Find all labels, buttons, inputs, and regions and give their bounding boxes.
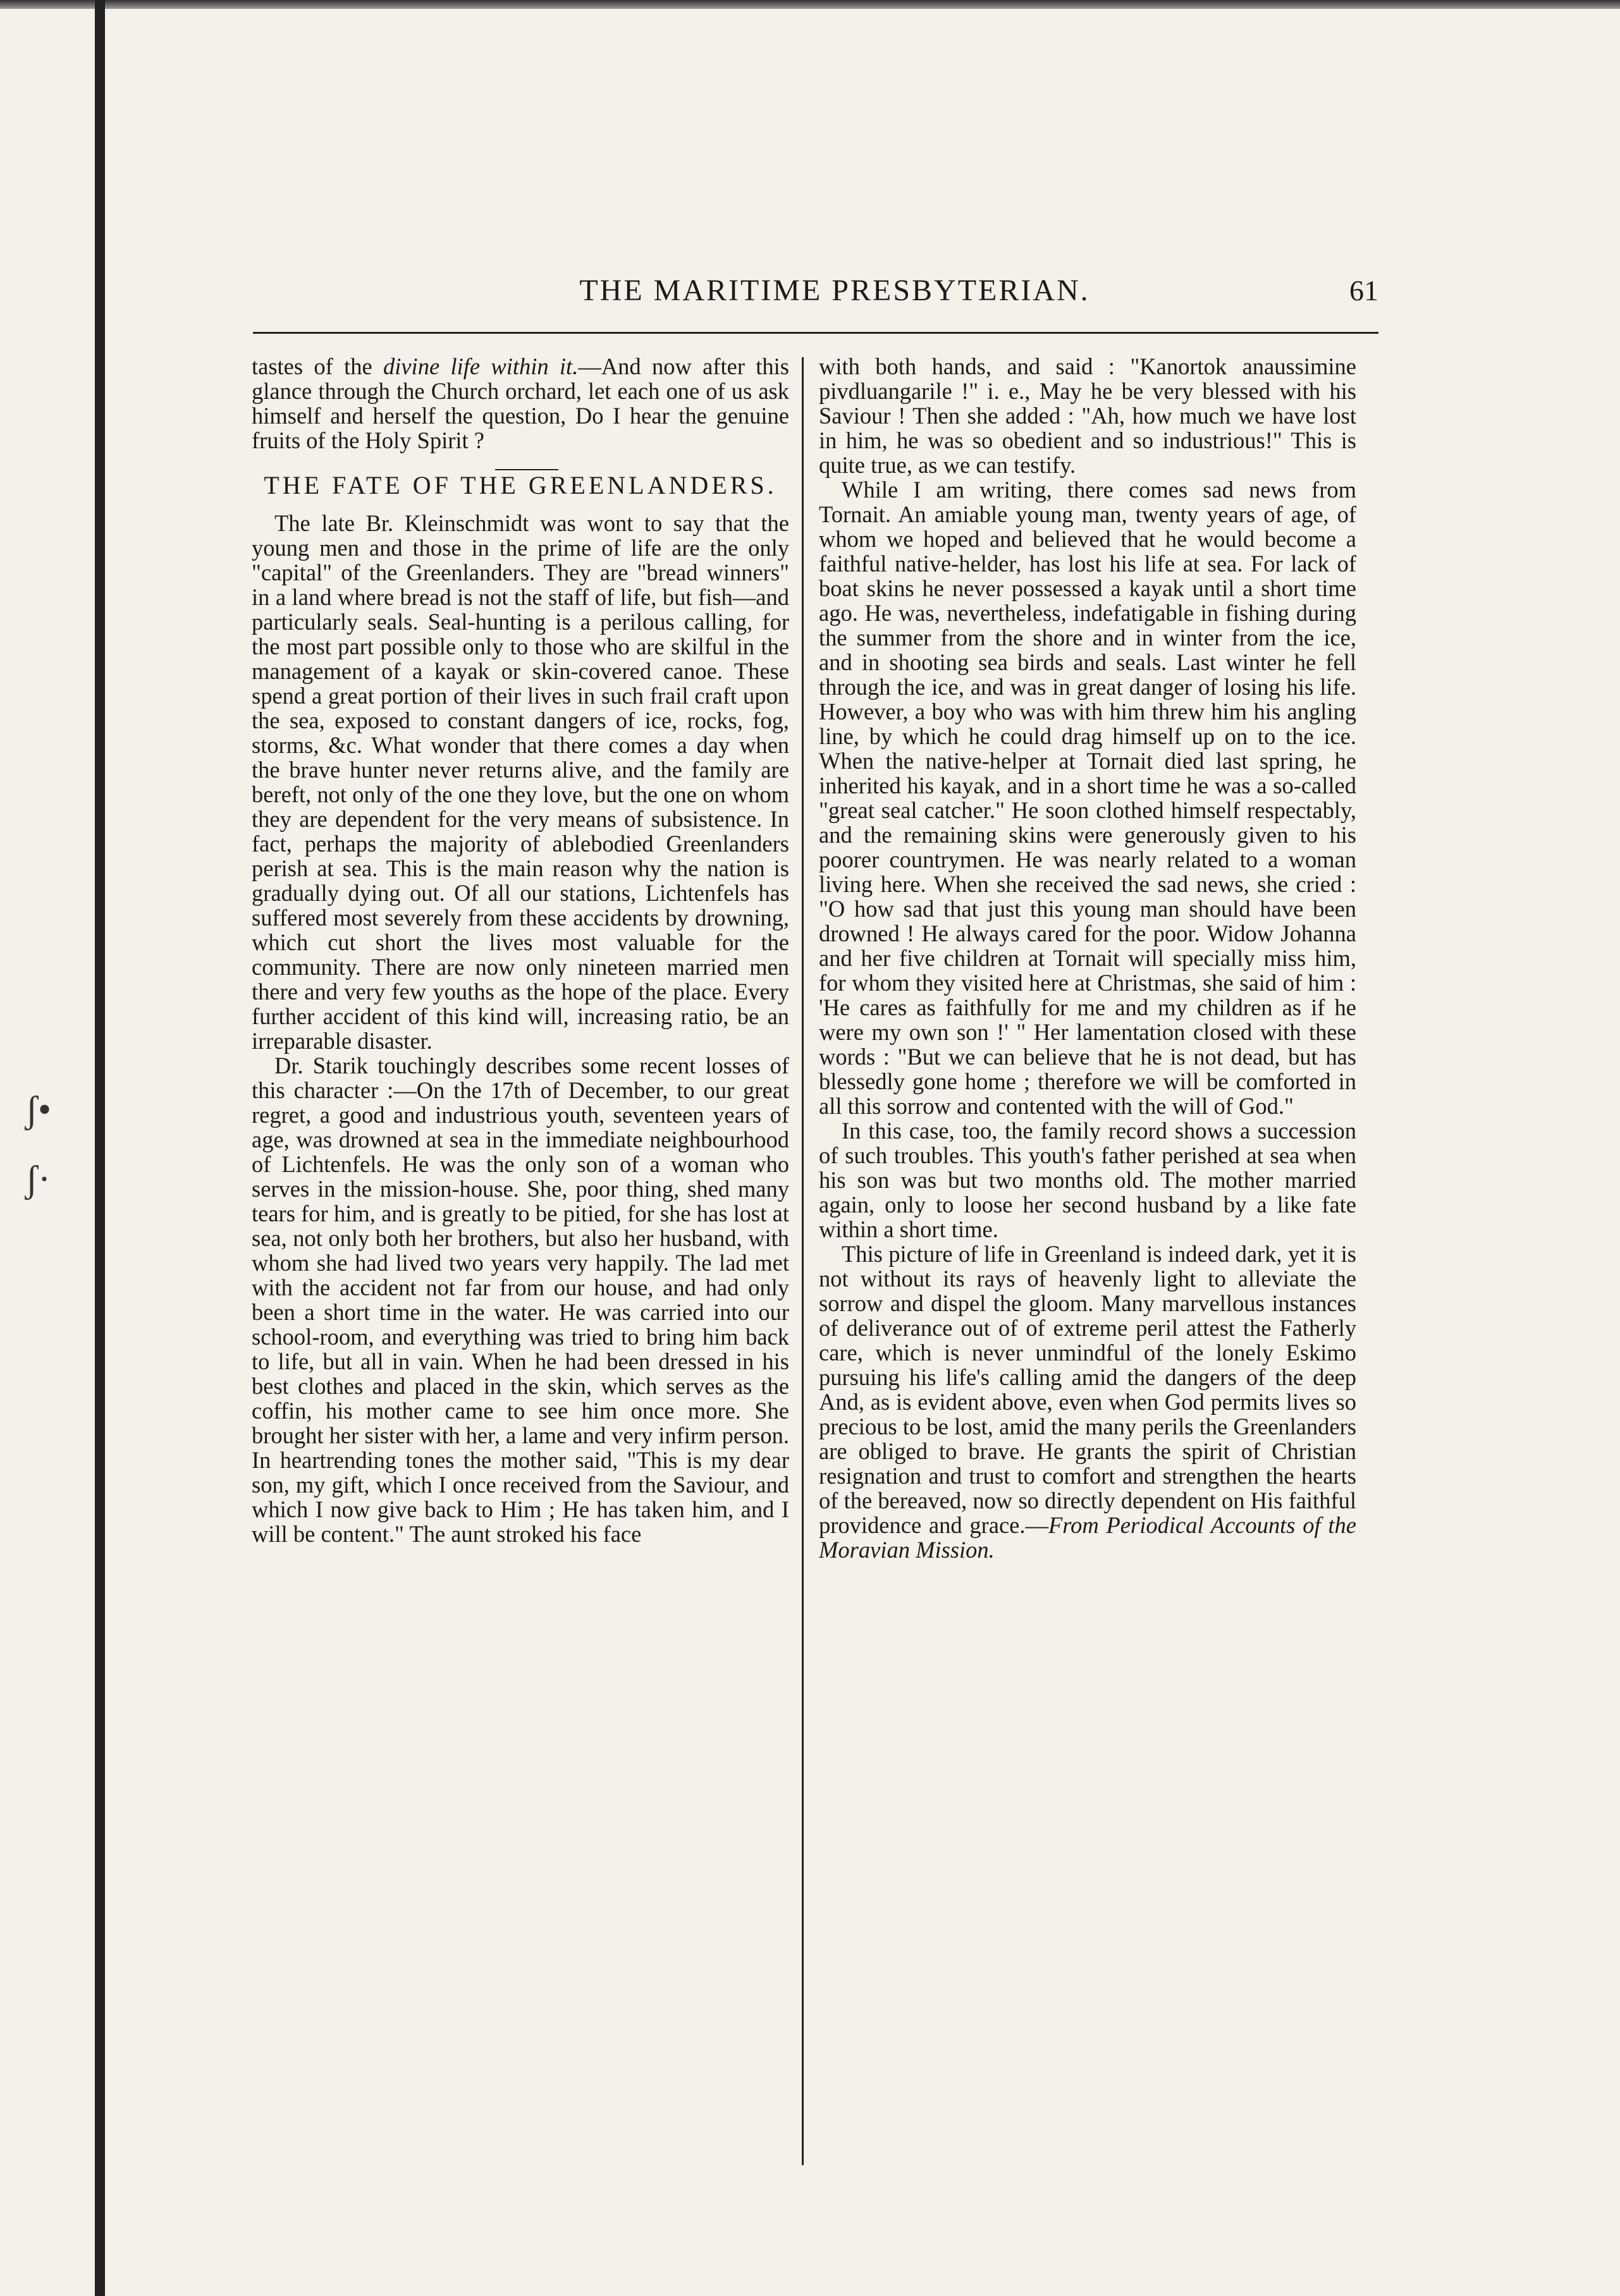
source-citation: From Periodical Accounts of the Moravian Mission. <box>819 1512 1356 1563</box>
intro-italic: divine life within it. <box>383 354 579 379</box>
running-title: THE MARITIME PRESBYTERIAN. <box>579 274 1090 307</box>
left-column <box>252 354 789 2162</box>
article-heading <box>252 472 789 499</box>
binding-edge <box>95 0 105 2296</box>
page-number: 61 <box>1349 274 1378 307</box>
body-paragraph <box>819 1242 1356 1562</box>
page-top-edge <box>0 0 1620 9</box>
intro-text-end: —And now after this glance through the Church orchard, let each one of us ask himself and herself the question, Do I hear the genuine fruits of the Holy Spirit ? <box>252 354 789 453</box>
body-paragraph: The late Br. Kleinschmidt was wont to say that the young men and those in the prime of life are the only "capital" of the Greenlanders. They are "bread winners" in a land where bread is not the staff of life, but fish—and particularly seals. Seal-hunting is a perilous calling, for the most part possible only to those who are skilful in the management of a kayak or skin-covered canoe. These spend a great portion of their lives in such frail craft upon the sea, exposed to constant dangers of ice, rocks, fog, storms, &c. What wonder that there comes a day when the brave hunter never returns alive, and the family are bereft, not only of the one they love, but the one on whom they are dependent for the very means of subsistence. In fact, perhaps the majority of ablebodied Greenlanders perish at sea. This is the main reason why the nation is gradually dying out. Of all our stations, Lichtenfels has suffered most severely from these accidents by drowning, which cut short the lives most valuable for the community. There are now only nineteen married men there and very few youths as the hope of the place. Every further accident of this kind will, increasing ratio, be an irreparable disaster. <box>252 510 789 1054</box>
column-divider <box>802 357 804 2165</box>
article-heading-text: THE FATE OF THE GREENLANDERS. <box>264 471 777 499</box>
right-column <box>819 354 1356 2162</box>
body-paragraph: Dr. Starik touchingly describes some recent losses of this character :—On the 17th of December, to our great regret, a good and industrious youth, seventeen years of age, was drowned at sea in the immediate neighbourhood of Lichtenfels. He was the only son of a woman who serves in the mission-house. She, poor thing, shed many tears for him, and is greatly to be pitied, for she has lost at sea, not only both her brothers, but also her husband, with whom she had lived two years very happily. The lad met with the accident not far from our house, and had only been a short time in the water. He was carried into our school-room, and everything was tried to bring him back to life, but all in vain. When he had been dressed in his best clothes and placed in the skin, which serves as the coffin, his mother came to see him once more. She brought her sister with her, a lame and very infirm person. In heartrending tones the mother said, "This is my dear son, my gift, which I once received from the Saviour, and which I now give back to Him ; He has taken him, and I will be content." The aunt stroked his face <box>252 1053 789 1547</box>
page-header <box>240 272 1378 322</box>
closing-text: This picture of life in Greenland is indeed dark, yet it is not without its rays of heavenly light to alleviate the sorrow and dispel the gloom. Many marvellous instances of deliverance out of of extreme peril attest the Fatherly care, which is never unmindful of the lonely Eskimo pursuing his life's calling amid the dangers of the deep And, as is evident above, even when God permits lives so precious to be lost, amid the many perils the Greenlanders are obliged to brave. He grants the spirit of Christian resignation and trust to comfort and strengthen the hearts of the bereaved, now so directly dependent on His faithful providence and grace.— <box>819 1241 1356 1538</box>
intro-text-start: tastes of the <box>252 354 383 379</box>
body-paragraph: While I am writing, there comes sad news from Tornait. An amiable young man, twenty years of age, of whom we hoped and believed that he would become a faithful native-helder, has lost his life at sea. For lack of boat skins he never possessed a kayak until a short time ago. He was, nevertheless, indefatigable in fishing during the summer from the shore and in winter from the ice, and in shooting sea birds and seals. Last winter he fell through the ice, and was in great danger of losing his life. However, a boy who was with him threw him his angling line, by which he could drag himself up on to the ice. When the native-helper at Tornait died last spring, he inherited his kayak, and in a short time he was a so-called "great seal catcher." He soon clothed himself respectably, and the remaining skins were generously given to his poorer countrymen. He was nearly related to a woman living here. When she received the sad news, she cried : "O how sad that just this young man should have been drowned ! He always cared for the poor. Widow Johanna and her five children at Tornait will specially miss him, for whom they visited here at Christmas, she said of him : 'He cares as faithfully for me and my children as if he were my own son !' " Her lamentation closed with these words : "But we can believe that he is not dead, but has blessedly gone home ; therefore we will be comforted in all this sorrow and contented with the will of God." <box>819 477 1356 1119</box>
header-rule <box>253 332 1378 334</box>
margin-marks: ʃ• ʃ· <box>25 1089 51 1200</box>
intro-paragraph <box>252 354 789 453</box>
body-paragraph: with both hands, and said : "Kanortok anaussimine pivdluangarile !" i. e., May he be very blessed with his Saviour ! Then she added : "Ah, how much we have lost in him, he was so obedient and so industrious!" This is quite true, as we can testify. <box>819 354 1356 478</box>
body-paragraph: In this case, too, the family record shows a succession of such troubles. This youth's father perished at sea when his son was but two months old. The mother married again, only to loose her second husband by a like fate within a short time. <box>819 1118 1356 1242</box>
heading-rule <box>495 469 558 470</box>
